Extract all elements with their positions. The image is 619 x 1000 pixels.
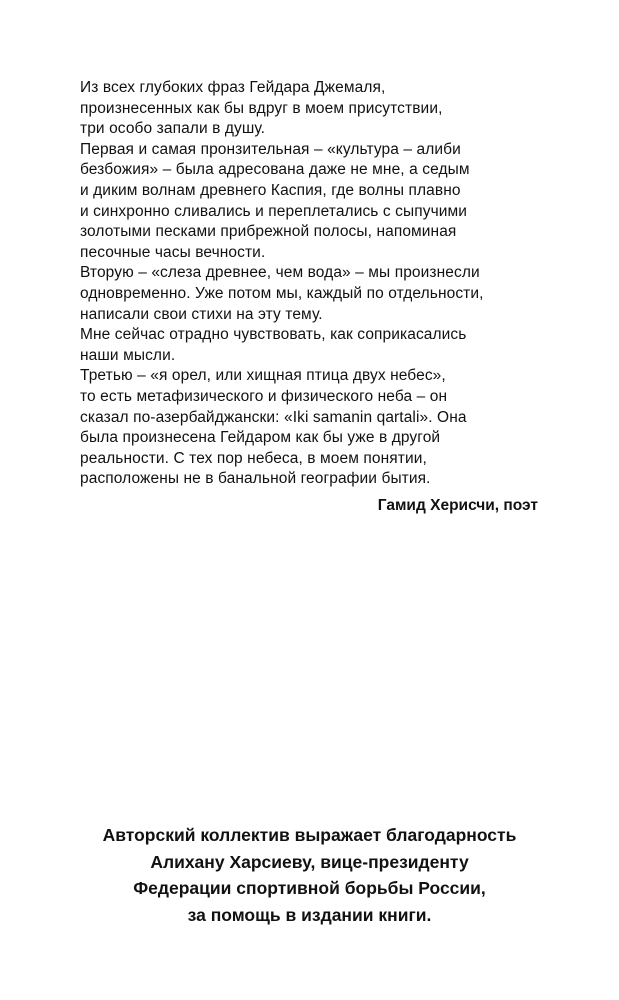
quote-line: Вторую – «слеза древнее, чем вода» – мы произнесли [80, 264, 480, 282]
quote-line: одновременно. Уже потом мы, каждый по отдельности, [80, 284, 484, 302]
quote-paragraphs [80, 78, 550, 490]
quote-attribution: Гамид Херисчи, поэт [377, 497, 538, 514]
quote-line: то есть метафизического и физического неба – он [80, 387, 448, 405]
acknowledgement-line: Авторский коллектив выражает благодарность [102, 825, 517, 845]
acknowledgement-line: Федерации спортивной борьбы России, [133, 878, 486, 898]
quote-line: песочные часы вечности. [80, 243, 266, 261]
quote-line: расположены не в банальной географии бытия. [80, 470, 431, 488]
quote-line: три особо запали в душу. [80, 120, 266, 138]
quote-line: наши мысли. [80, 346, 176, 364]
quote-line: Третью – «я орел, или хищная птица двух небес», [80, 367, 446, 385]
quote-line: и диким волнам древнего Каспия, где волны плавно [80, 181, 461, 199]
quote-line: безбожия» – была адресована даже не мне, а седым [80, 161, 470, 179]
quote-line: была произнесена Гейдаром как бы уже в другой [80, 429, 441, 447]
quote-line: сказал по-азербайджански: «Iki samanin qartali». Она [80, 408, 467, 426]
quote-line: написали свои стихи на эту тему. [80, 305, 323, 323]
acknowledgement-block [0, 822, 619, 928]
quote-line: Из всех глубоких фраз Гейдара Джемаля, [80, 79, 386, 96]
acknowledgement-line: Алихану Харсиеву, вице-президенту [150, 851, 469, 872]
quote-line: реальности. С тех пор небеса, в моем понятии, [80, 449, 427, 467]
quote-line: Первая и самая пронзительная – «культура – алиби [80, 140, 461, 158]
acknowledgement-line: за помощь в издании книги. [187, 904, 432, 925]
quote-line: Мне сейчас отрадно чувствовать, как соприкасались [80, 326, 467, 344]
quote-line: произнесенных как бы вдруг в моем присутствии, [80, 99, 443, 117]
quote-line: и синхронно сливались и переплетались с сыпучими [80, 202, 468, 220]
quote-line: золотыми песками прибрежной полосы, напоминая [80, 223, 457, 241]
